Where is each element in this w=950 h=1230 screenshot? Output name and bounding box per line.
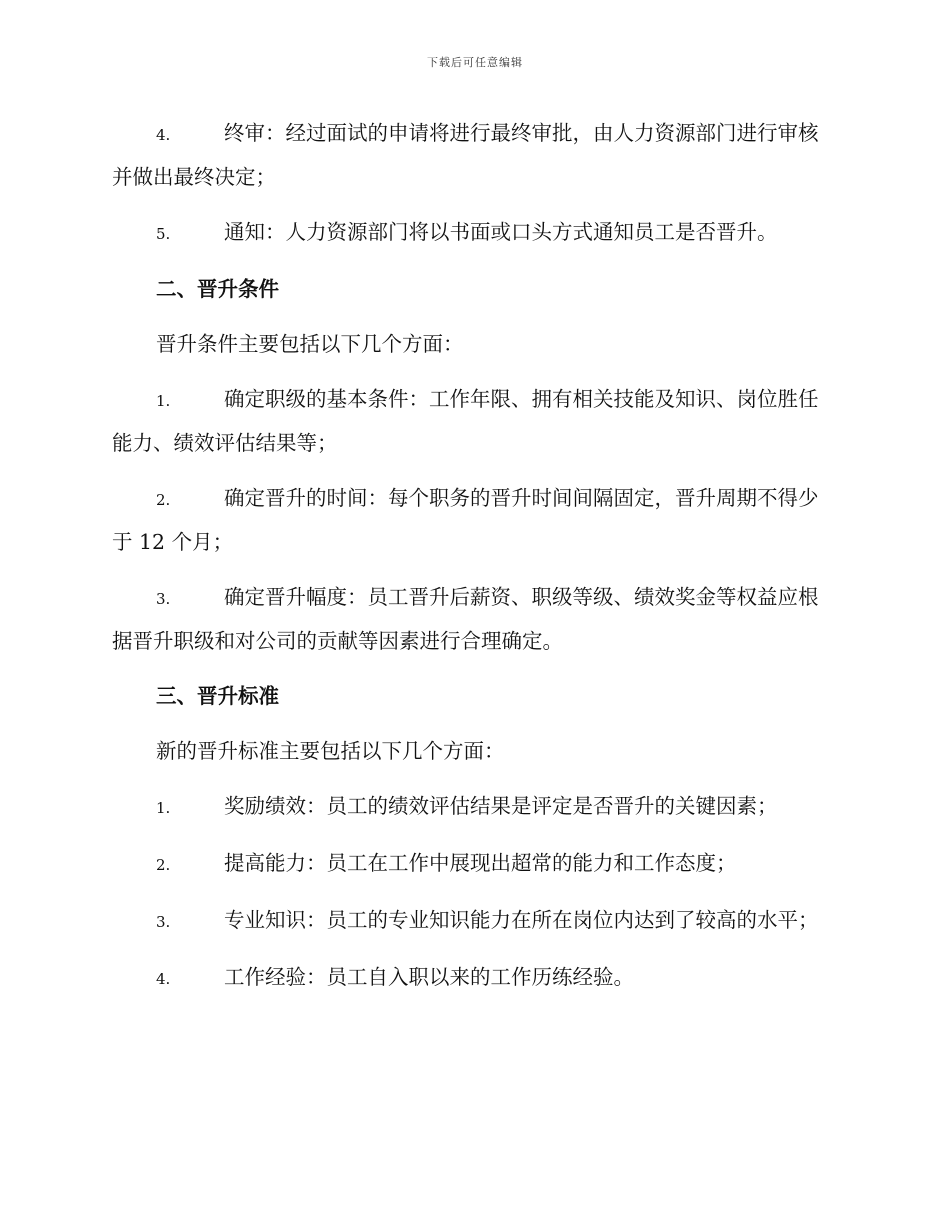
- list-text: 确定晋升的时间：每个职务的晋升时间间隔固定，晋升周期不得少于 12 个月；: [112, 486, 819, 554]
- list-text: 终审：经过面试的申请将进行最终审批，由人力资源部门进行审核并做出最终决定；: [112, 121, 819, 189]
- section-intro-conditions: 晋升条件主要包括以下几个方面：: [156, 332, 464, 356]
- list-item: [112, 956, 837, 1000]
- list-item: [112, 899, 837, 943]
- list-number: 1.: [156, 799, 171, 817]
- list-item: [112, 785, 837, 829]
- list-number: 4.: [156, 970, 171, 988]
- section-heading-conditions: 二、晋升条件: [156, 277, 279, 301]
- section-intro-standards: 新的晋升标准主要包括以下几个方面：: [156, 739, 505, 763]
- list-item: [112, 576, 837, 662]
- header-note: 下载后可任意编辑: [427, 56, 523, 69]
- document-body: [112, 112, 837, 1013]
- list-item: [112, 378, 837, 464]
- list-text: 确定职级的基本条件：工作年限、拥有相关技能及知识、岗位胜任能力、绩效评估结果等；: [112, 387, 819, 455]
- list-number: 3.: [156, 590, 171, 608]
- list-number: 2.: [156, 491, 171, 509]
- list-item: [112, 211, 837, 255]
- section-heading-standards: 三、晋升标准: [156, 684, 279, 708]
- list-item: [112, 842, 837, 886]
- list-text: 提高能力：员工在工作中展现出超常的能力和工作态度；: [224, 851, 737, 875]
- list-number: 4.: [156, 126, 171, 144]
- list-item: [112, 112, 837, 198]
- list-number: 1.: [156, 392, 171, 410]
- list-number: 5.: [156, 225, 171, 243]
- list-text: 通知：人力资源部门将以书面或口头方式通知员工是否晋升。: [224, 220, 778, 244]
- list-item: [112, 477, 837, 563]
- list-text: 奖励绩效：员工的绩效评估结果是评定是否晋升的关键因素；: [224, 794, 778, 818]
- list-number: 2.: [156, 856, 171, 874]
- list-text: 专业知识：员工的专业知识能力在所在岗位内达到了较高的水平；: [224, 908, 819, 932]
- list-text: 确定晋升幅度：员工晋升后薪资、职级等级、绩效奖金等权益应根据晋升职级和对公司的贡献等因素进行合理确定。: [112, 585, 819, 653]
- list-text: 工作经验：员工自入职以来的工作历练经验。: [224, 965, 634, 989]
- list-number: 3.: [156, 913, 171, 931]
